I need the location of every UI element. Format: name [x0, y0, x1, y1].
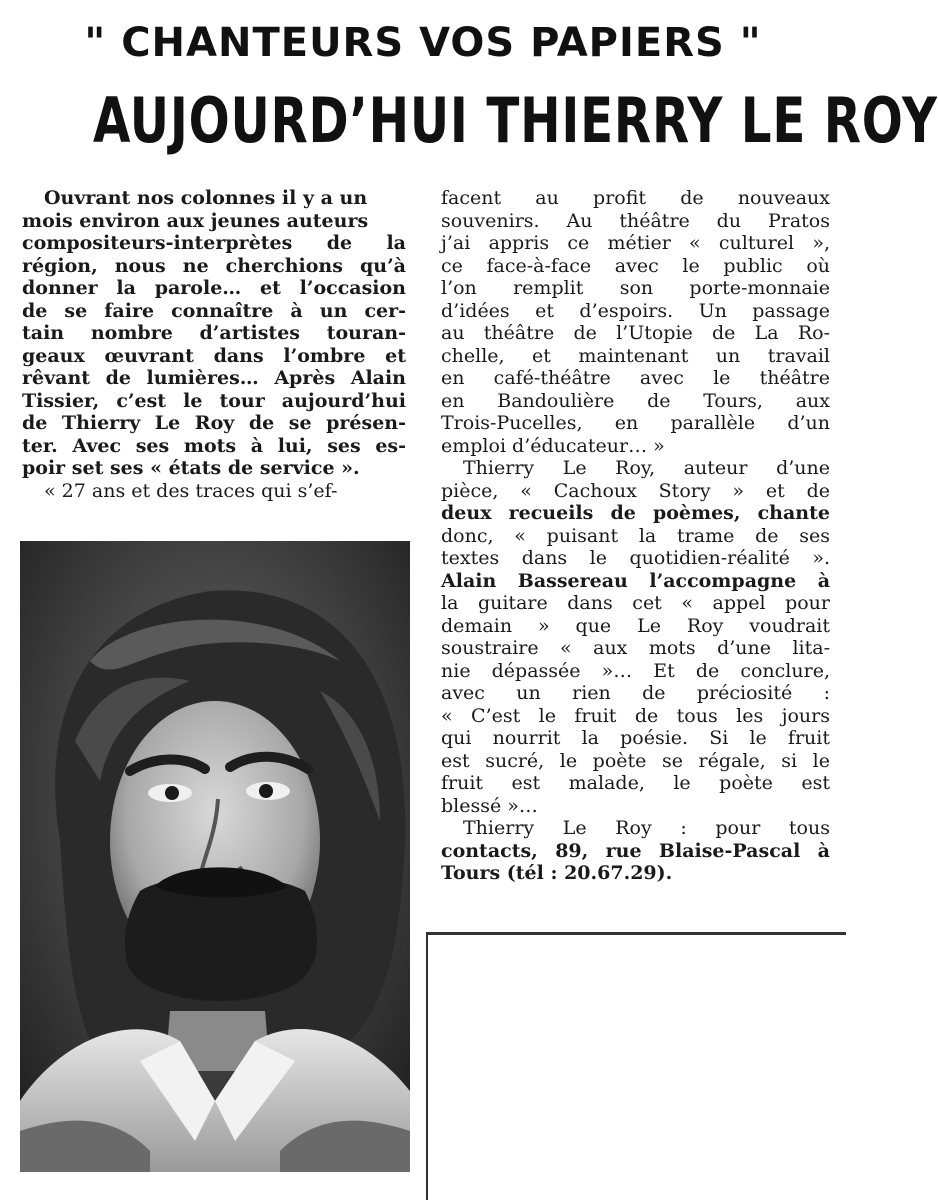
text-line: de se faire connaître à un cer-	[22, 299, 406, 322]
text-line: Tours (tél : 20.67.29).	[441, 862, 673, 884]
text-line: geaux œuvrant dans l’ombre et	[22, 344, 406, 367]
text-line: est sucré, le poète se régale, si le	[441, 749, 830, 772]
text-line: tain nombre d’artistes touran-	[22, 322, 406, 344]
left-column	[22, 187, 406, 502]
text-line: fruit est malade, le poète est	[441, 772, 830, 794]
text-line: Tissier, c’est le tour aujourd’hui	[22, 389, 406, 412]
text-line: emploi d’éducateur… »	[441, 434, 665, 457]
text-line: en Bandoulière de Tours, aux	[441, 389, 830, 412]
text-line: chelle, et maintenant un travail	[441, 344, 830, 367]
text-line: textes dans le quotidien-réalité ».	[441, 547, 830, 569]
text-line: j’ai appris ce métier « culturel »,	[441, 232, 830, 254]
text-line: Trois-Pucelles, en parallèle d’un	[441, 412, 830, 434]
text-line: « C’est le fruit de tous les jours	[441, 704, 830, 727]
portrait-photo	[20, 541, 410, 1172]
column-rule	[428, 932, 846, 935]
text-line: Thierry Le Roy : pour tous	[463, 817, 830, 839]
text-line: ter. Avec ses mots à lui, ses es-	[22, 434, 406, 457]
text-line: contacts, 89, rue Blaise-Pascal à	[441, 839, 830, 862]
headline: AUJOURD’HUI THIERRY LE ROY	[93, 84, 938, 157]
text-line: en café-théâtre avec le théâtre	[441, 367, 830, 389]
text-line: Ouvrant nos colonnes il y a un	[44, 187, 368, 209]
text-line: demain » que Le Roy voudrait	[441, 614, 830, 637]
text-line: Thierry Le Roy, auteur d’une	[463, 457, 830, 479]
text-line: rêvant de lumières… Après Alain	[22, 367, 406, 389]
text-line: blessé »…	[441, 794, 538, 817]
text-line: avec un rien de préciosité :	[441, 682, 830, 704]
text-line: Alain Bassereau l’accompagne à	[441, 569, 830, 592]
text-line: soustraire « aux mots d’une lita-	[441, 637, 830, 659]
text-line: région, nous ne cherchions qu’à	[22, 254, 406, 277]
text-line: facent au profit de nouveaux	[441, 187, 830, 209]
text-line: compositeurs-interprètes de la	[22, 232, 406, 254]
text-line: donner la parole… et l’occasion	[22, 277, 406, 299]
text-line: nie dépassée »… Et de conclure,	[441, 659, 830, 682]
text-line: au théâtre de l’Utopie de La Ro-	[441, 322, 830, 344]
column-divider	[426, 932, 428, 1200]
text-line: donc, « puisant la trame de ses	[441, 524, 830, 547]
text-line: mois environ aux jeunes auteurs	[22, 209, 369, 232]
text-line: poir set ses « états de service ».	[22, 457, 360, 479]
text-line: de Thierry Le Roy de se présen-	[22, 412, 406, 434]
text-line: « 27 ans et des traces qui s’ef-	[44, 479, 338, 502]
text-line: pièce, « Cachoux Story » et de	[441, 479, 830, 502]
kicker-title: " CHANTEURS VOS PAPIERS "	[84, 20, 762, 66]
text-line: ce face-à-face avec le public où	[441, 254, 830, 277]
text-line: l’on remplit son porte-monnaie	[441, 277, 830, 299]
right-column	[441, 187, 830, 885]
text-line: la guitare dans cet « appel pour	[441, 592, 830, 614]
text-line: qui nourrit la poésie. Si le fruit	[441, 727, 830, 749]
text-line: souvenirs. Au théâtre du Pratos	[441, 209, 830, 232]
text-line: deux recueils de poèmes, chante	[441, 502, 830, 524]
text-line: d’idées et d’espoirs. Un passage	[441, 299, 830, 322]
